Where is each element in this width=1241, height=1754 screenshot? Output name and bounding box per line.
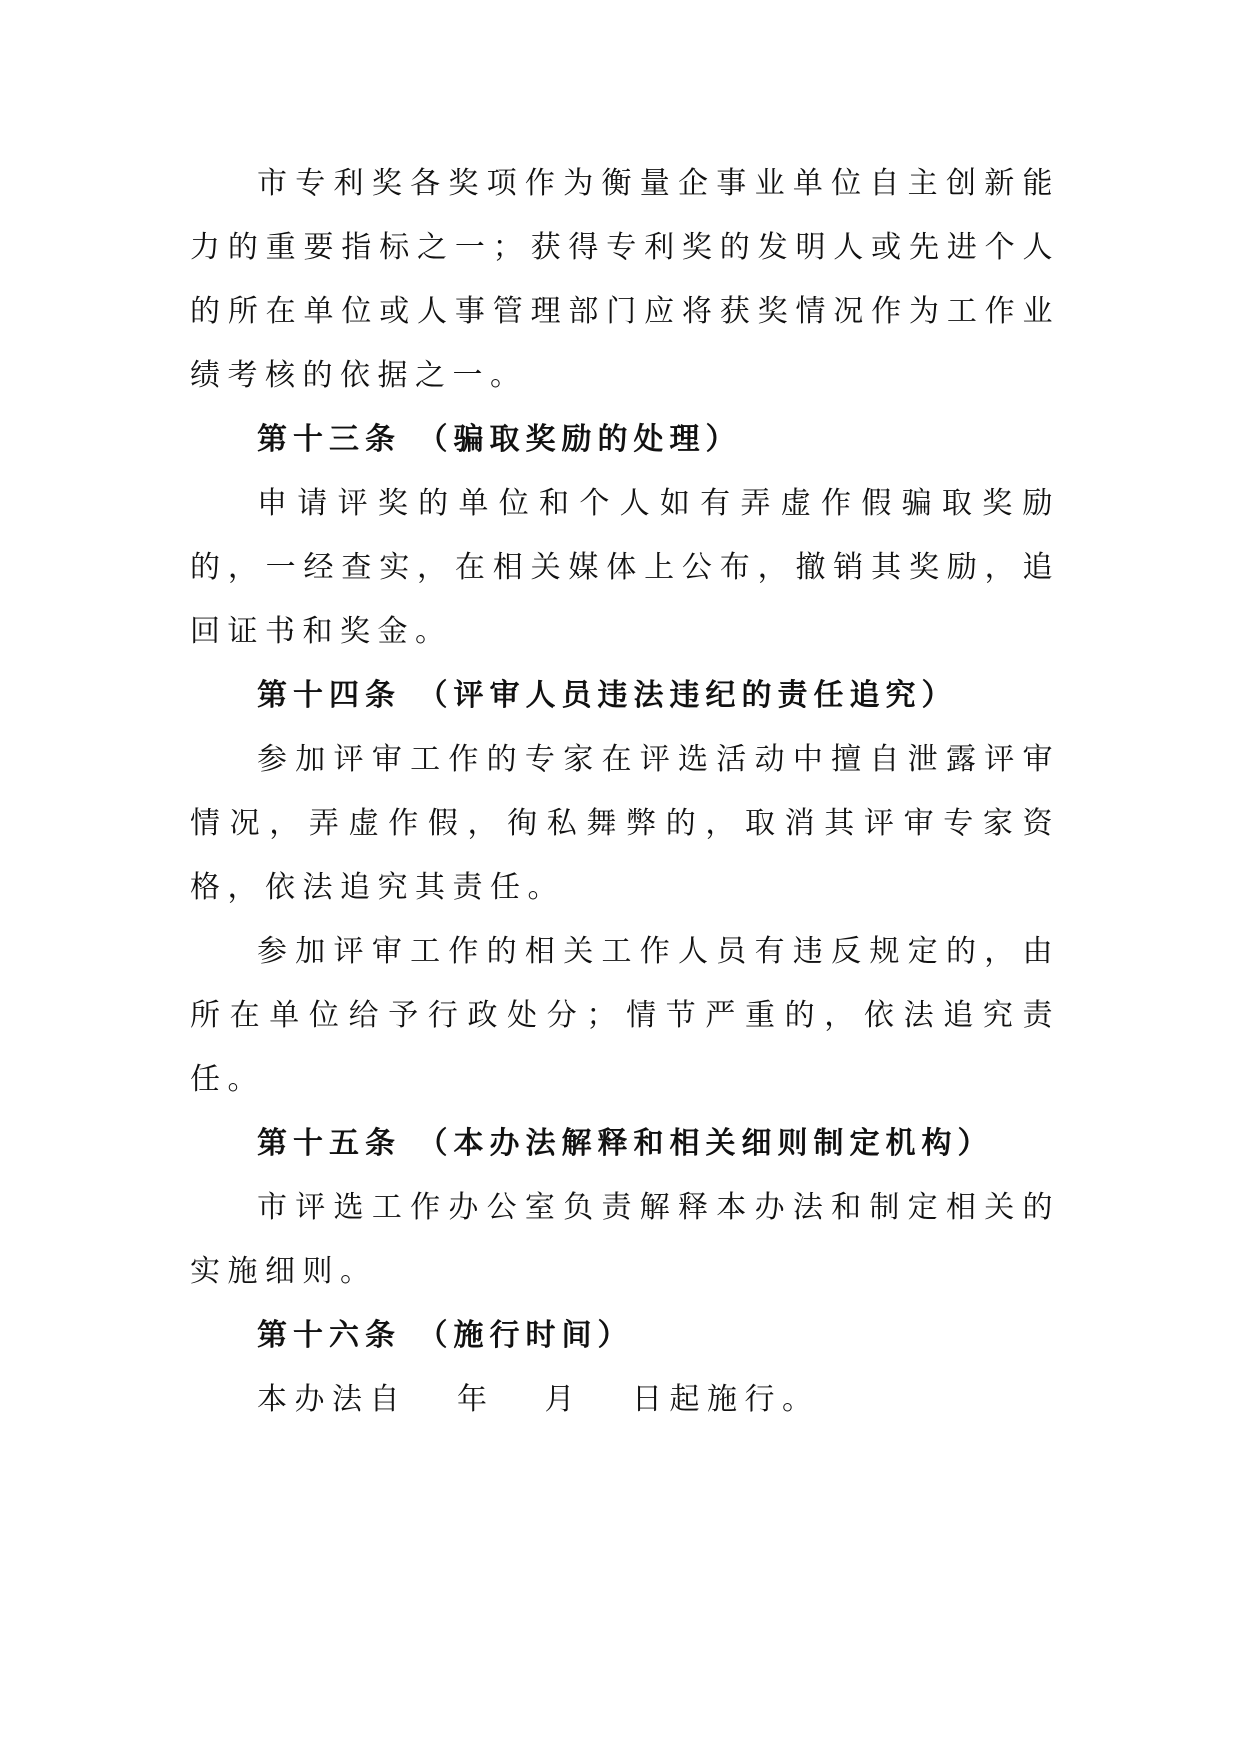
effective-date-prefix: 本办法自 bbox=[257, 1382, 407, 1417]
article13-paragraph: 申请评奖的单位和个人如有弄虚作假骗取奖励的，一经查实，在相关媒体上公布，撤销其奖励，追回证书和奖金。 bbox=[190, 486, 1060, 649]
article13-heading: 第十三条 （骗取奖励的处理） bbox=[257, 422, 742, 457]
document-body bbox=[190, 152, 1060, 1432]
effective-date-suffix: 日起施行。 bbox=[632, 1382, 820, 1417]
effective-date-year-label: 年 bbox=[457, 1382, 495, 1417]
article16-heading: 第十六条 （施行时间） bbox=[257, 1318, 634, 1353]
effective-date-month-label: 月 bbox=[544, 1382, 582, 1417]
article14-heading: 第十四条 （评审人员违法违纪的责任追究） bbox=[257, 678, 958, 713]
article15-heading: 第十五条 （本办法解释和相关细则制定机构） bbox=[257, 1126, 994, 1161]
article15-paragraph: 市评选工作办公室负责解释本办法和制定相关的实施细则。 bbox=[190, 1190, 1060, 1289]
article16-paragraph bbox=[190, 1368, 1060, 1432]
article14-paragraph-2: 参加评审工作的相关工作人员有违反规定的，由所在单位给予行政处分；情节严重的，依法追究责任。 bbox=[190, 934, 1060, 1097]
article12-paragraph: 市专利奖各奖项作为衡量企事业单位自主创新能力的重要指标之一；获得专利奖的发明人或先进个人的所在单位或人事管理部门应将获奖情况作为工作业绩考核的依据之一。 bbox=[190, 166, 1060, 393]
article14-paragraph-1: 参加评审工作的专家在评选活动中擅自泄露评审情况，弄虚作假，徇私舞弊的，取消其评审专家资格，依法追究其责任。 bbox=[190, 742, 1060, 905]
